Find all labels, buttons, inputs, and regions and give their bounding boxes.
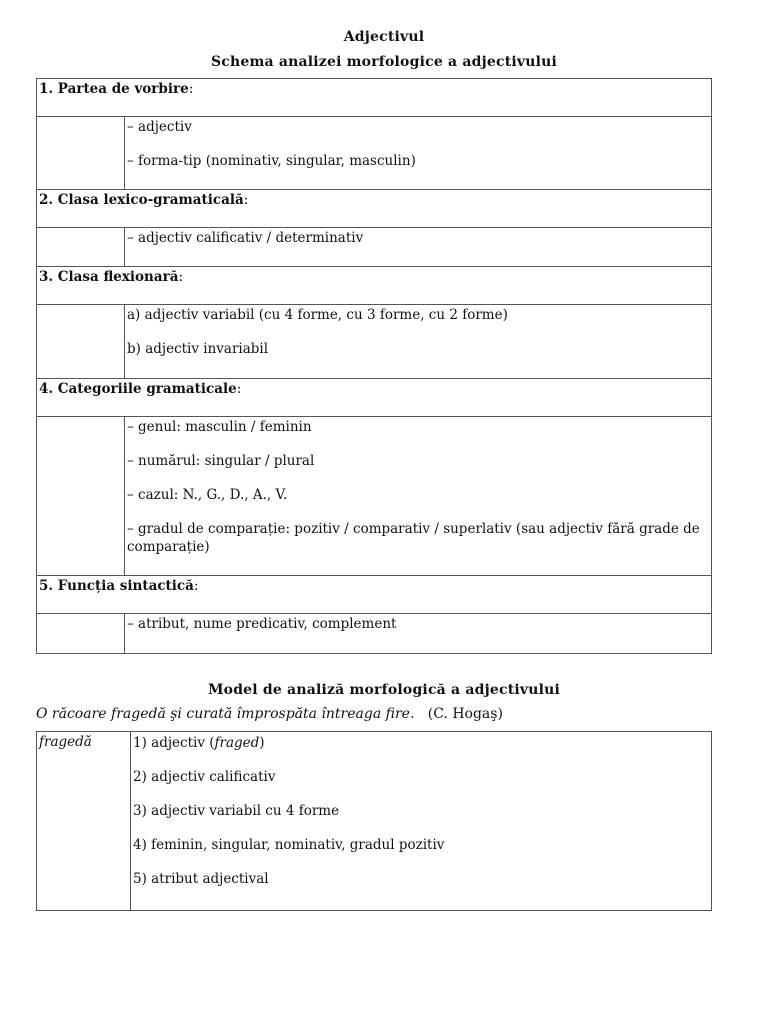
- section-item: – forma-tip (nominativ, singular, masculin): [127, 153, 416, 169]
- section-header-row: 4. Categoriile gramaticale:: [37, 379, 712, 417]
- section-heading: 5. Funcția sintactică: [39, 578, 194, 594]
- section-items-row: [37, 305, 712, 379]
- model-row: [37, 732, 712, 911]
- page-subtitle: Schema analizei morfologice a adjectivului: [210, 54, 558, 70]
- section-header-row: 2. Clasa lexico-gramaticală:: [37, 190, 712, 228]
- analysis-base-form: fraged: [214, 735, 260, 751]
- model-analysis-table: [36, 731, 712, 911]
- section-items-row: [37, 117, 712, 190]
- analysis-item: [133, 734, 709, 752]
- section-header-row: 1. Partea de vorbire:: [37, 79, 712, 117]
- analysis-suffix: ): [259, 735, 265, 751]
- example-sentence: [36, 706, 503, 722]
- sentence-author: (C. Hogaş): [427, 706, 503, 722]
- analysis-prefix: 1) adjectiv (: [133, 735, 215, 751]
- analyzed-word: fragedă: [39, 734, 92, 750]
- section-item: a) adjectiv variabil (cu 4 forme, cu 3 forme, cu 2 forme): [127, 307, 508, 323]
- section-item: b) adjectiv invariabil: [127, 341, 269, 357]
- analysis-item: 3) adjectiv variabil cu 4 forme: [133, 803, 340, 819]
- section-item: – adjectiv calificativ / determinativ: [127, 230, 364, 246]
- analysis-item: 5) atribut adjectival: [133, 871, 269, 887]
- analysis-schema-table: [36, 78, 712, 654]
- section-item: – genul: masculin / feminin: [127, 419, 312, 435]
- section-items-row: [37, 614, 712, 654]
- section-item: – adjectiv: [127, 119, 192, 135]
- model-title: Model de analiză morfologică a adjectivului: [207, 682, 561, 698]
- section-items-row: [37, 228, 712, 267]
- section-heading: 1. Partea de vorbire: [39, 81, 189, 97]
- section-heading: 3. Clasa flexionară: [39, 269, 179, 285]
- page-title: Adjectivul: [343, 29, 425, 45]
- analysis-item: 2) adjectiv calificativ: [133, 769, 276, 785]
- section-heading: 4. Categoriile gramaticale: [39, 381, 237, 397]
- section-item: – cazul: N., G., D., A., V.: [127, 487, 288, 503]
- analysis-item: 4) feminin, singular, nominativ, gradul pozitiv: [133, 837, 445, 853]
- section-header-row: 5. Funcția sintactică:: [37, 576, 712, 614]
- section-header-row: 3. Clasa flexionară:: [37, 267, 712, 305]
- section-item: – gradul de comparație: pozitiv / comparativ / superlativ (sau adjectiv fără grade de comparație): [127, 521, 700, 555]
- section-heading: 2. Clasa lexico-gramaticală: [39, 192, 244, 208]
- section-items-row: [37, 417, 712, 576]
- section-item: – atribut, nume predicativ, complement: [127, 616, 397, 632]
- sentence-text: O răcoare fragedă şi curată împrospăta întreaga fire.: [36, 706, 415, 722]
- section-item: – numărul: singular / plural: [127, 453, 315, 469]
